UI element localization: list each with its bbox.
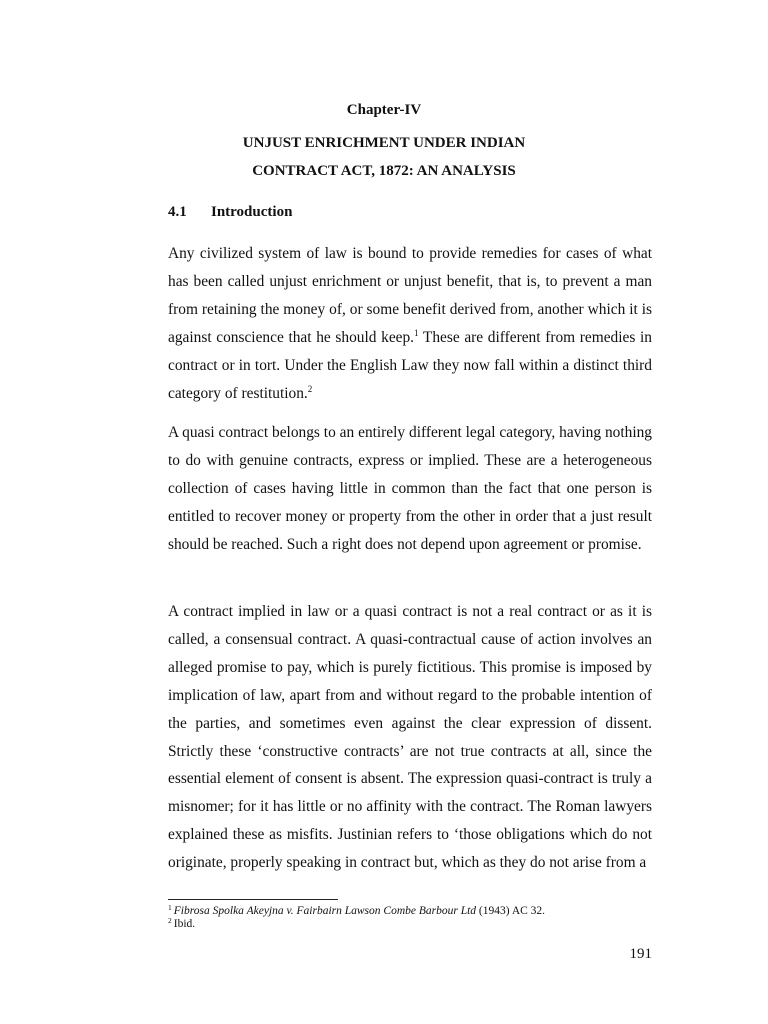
footnote-reference-1[interactable]: 1 <box>414 327 419 338</box>
chapter-label: Chapter-IV <box>346 102 422 118</box>
footnote-1-mark: 1 <box>168 903 172 912</box>
paragraph-1 <box>168 240 652 407</box>
footnote-divider <box>168 899 338 900</box>
section-heading <box>168 204 292 221</box>
footnote-1-citation: (1943) AC 32. <box>476 905 546 917</box>
footnote-2-text: Ibid. <box>173 918 196 930</box>
section-number: 4.1 <box>168 204 187 220</box>
chapter-title-line-1: UNJUST ENRICHMENT UNDER INDIAN <box>242 135 526 151</box>
paragraph-1-text-a: Any civilized system of law is bound to provide remedies for cases of what has been called unjust enrichment or unjust benefit, that is, to prevent a man from retaining the money of, or some benefit derived from, another which it is against conscience that he should keep. <box>168 245 652 346</box>
page-number: 191 <box>629 946 652 962</box>
footnote-reference-2[interactable]: 2 <box>307 383 313 394</box>
paragraph-2: A quasi contract belongs to an entirely different legal category, having nothing to do with genuine contracts, express or implied. These are a heterogeneous collection of cases having little in common than the fact that one person is entitled to recover money or property from the other in order that a just result should be reached. Such a right does not depend upon agreement or promise. <box>168 424 652 553</box>
footnote-2 <box>168 918 195 931</box>
footnote-1 <box>168 905 545 918</box>
footnote-2-mark: 2 <box>168 916 172 925</box>
paragraph-1-text-b: These are different from remedies in contract or in tort. Under the English Law they now fall within a distinct third category of restitution. <box>168 328 652 402</box>
section-title: Introduction <box>211 204 293 220</box>
paragraph-3: A contract implied in law or a quasi contract is not a real contract or as it is called, a consensual contract. A quasi-contractual cause of action involves an alleged promise to pay, which is purely fictitious. This promise is imposed by implication of law, apart from and without regard to the probable intention of the parties, and sometimes even against the clear expression of dissent. Strictly these ‘constructive contracts’ are not true contracts at all, since the essential element of consent is absent. The expression quasi-contract is truly a misnomer; for it has little or no affinity with the contract. The Roman lawyers explained these as misfits. Justinian refers to ‘those obligations which do not originate, properly speaking in contract but, which as they do not arise from a <box>168 603 652 872</box>
footnote-1-case-name: Fibrosa Spolka Akeyjna v. Fairbairn Lawson Combe Barbour Ltd <box>173 905 477 917</box>
chapter-title-line-2: CONTRACT ACT, 1872: AN ANALYSIS <box>252 163 516 179</box>
